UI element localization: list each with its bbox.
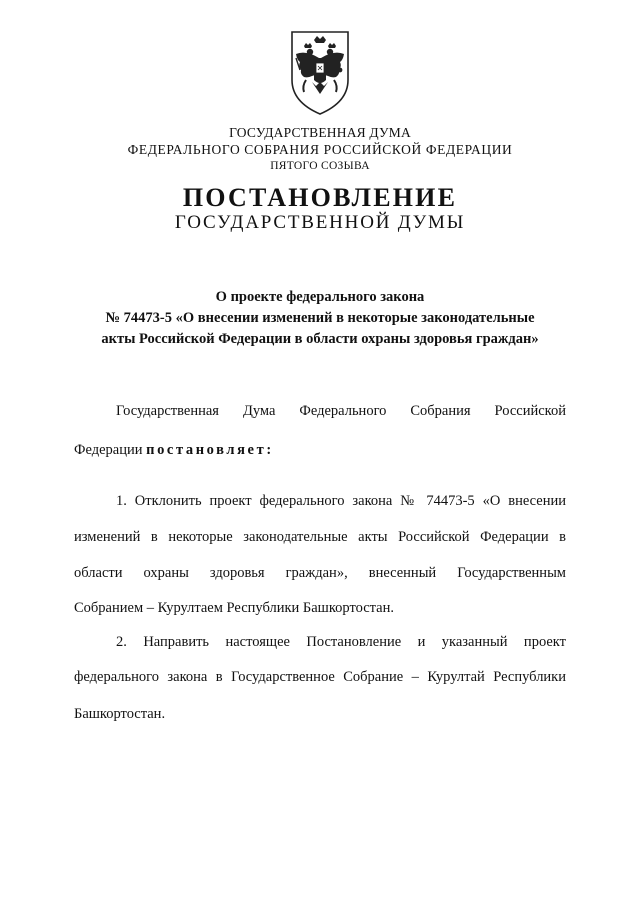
russian-coat-of-arms-icon [288,30,352,116]
resolution-verb: постановляет: [146,442,274,458]
header-line-duma: ГОСУДАРСТВЕННАЯ ДУМА [229,125,411,140]
item-1-line: Собранием – Курултаем Республики Башкортостан. [74,600,394,616]
subject-line: акты Российской Федерации в области охраны здоровья граждан» [101,331,539,347]
header-line-federal-assembly: ФЕДЕРАЛЬНОГО СОБРАНИЯ РОССИЙСКОЙ ФЕДЕРАЦИИ [127,142,513,157]
item-2-line: федерального закона в Государственное Собрание – Курултай Республики [74,669,566,685]
document-type-title: ПОСТАНОВЛЕНИЕ [182,183,458,212]
item-1-line: изменений в некоторые законодательные акты Российской Федерации в [74,529,566,545]
item-2-line: 2. Направить настоящее Постановление и указанный проект [116,634,566,650]
document-issuer: ГОСУДАРСТВЕННОЙ ДУМЫ [174,212,466,233]
preamble-text: Федерации [74,442,147,458]
item-2-line: Башкортостан. [74,706,166,722]
preamble-line: Государственная Дума Федерального Собрания Российской [116,403,566,419]
header-line-convocation: ПЯТОГО СОЗЫВА [270,160,370,172]
preamble-line [74,442,566,459]
subject-line: № 74473-5 «О внесении изменений в некоторые законодательные [105,310,535,326]
subject-line: О проекте федерального закона [215,289,425,305]
document-subject [60,287,580,350]
item-1-line: 1. Отклонить проект федерального закона № 74473-5 «О внесении [116,493,566,509]
item-1-line: области охраны здоровья граждан», внесенный Государственным [74,565,566,581]
